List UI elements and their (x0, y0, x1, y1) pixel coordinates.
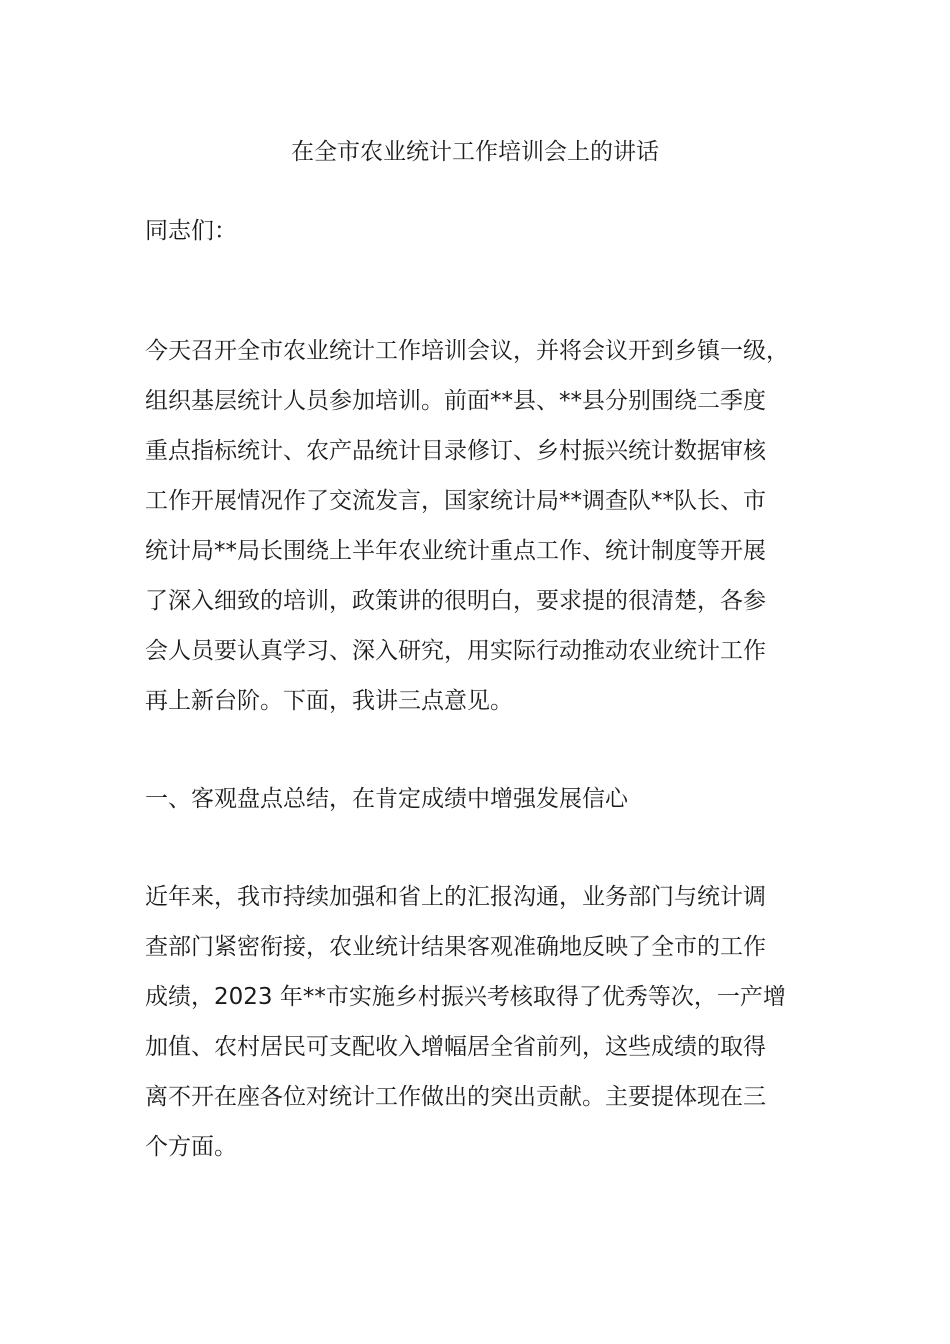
paragraph-line: 重点指标统计、农产品统计目录修订、乡村振兴统计数据审核 (145, 438, 766, 464)
salutation: 同志们： (145, 218, 237, 244)
paragraph-line: 个方面。 (145, 1134, 237, 1160)
paragraph-line: 工作开展情况作了交流发言，国家统计局**调查队**队长、市 (145, 488, 766, 514)
achievements-paragraph (145, 872, 810, 1172)
paragraph-line: 今天召开全市农业统计工作培训会议，并将会议开到乡镇一级， (145, 338, 789, 364)
document-title: 在全市农业统计工作培训会上的讲话 (291, 139, 659, 165)
paragraph-line: 离不开在座各位对统计工作做出的突出贡献。主要提体现在三 (145, 1084, 766, 1110)
paragraph-line: 近年来，我市持续加强和省上的汇报沟通，业务部门与统计调 (145, 884, 766, 910)
paragraph-line: 再上新台阶。下面，我讲三点意见。 (145, 688, 513, 714)
paragraph-line: 会人员要认真学习、深入研究，用实际行动推动农业统计工作 (145, 638, 766, 664)
paragraph-line: 成绩，2023 年**市实施乡村振兴考核取得了优秀等次，一产增 (145, 984, 786, 1010)
paragraph-line: 组织基层统计人员参加培训。前面**县、**县分别围绕二季度 (145, 388, 766, 414)
paragraph-line: 统计局**局长围绕上半年农业统计重点工作、统计制度等开展 (145, 538, 766, 564)
section-heading: 一、客观盘点总结，在肯定成绩中增强发展信心 (145, 786, 628, 812)
paragraph-line: 查部门紧密衔接，农业统计结果客观准确地反映了全市的工作 (145, 934, 766, 960)
paragraph-line: 了深入细致的培训，政策讲的很明白，要求提的很清楚，各参 (145, 588, 766, 614)
paragraph-line: 加值、农村居民可支配收入增幅居全省前列，这些成绩的取得 (145, 1034, 766, 1060)
intro-paragraph (145, 326, 810, 726)
